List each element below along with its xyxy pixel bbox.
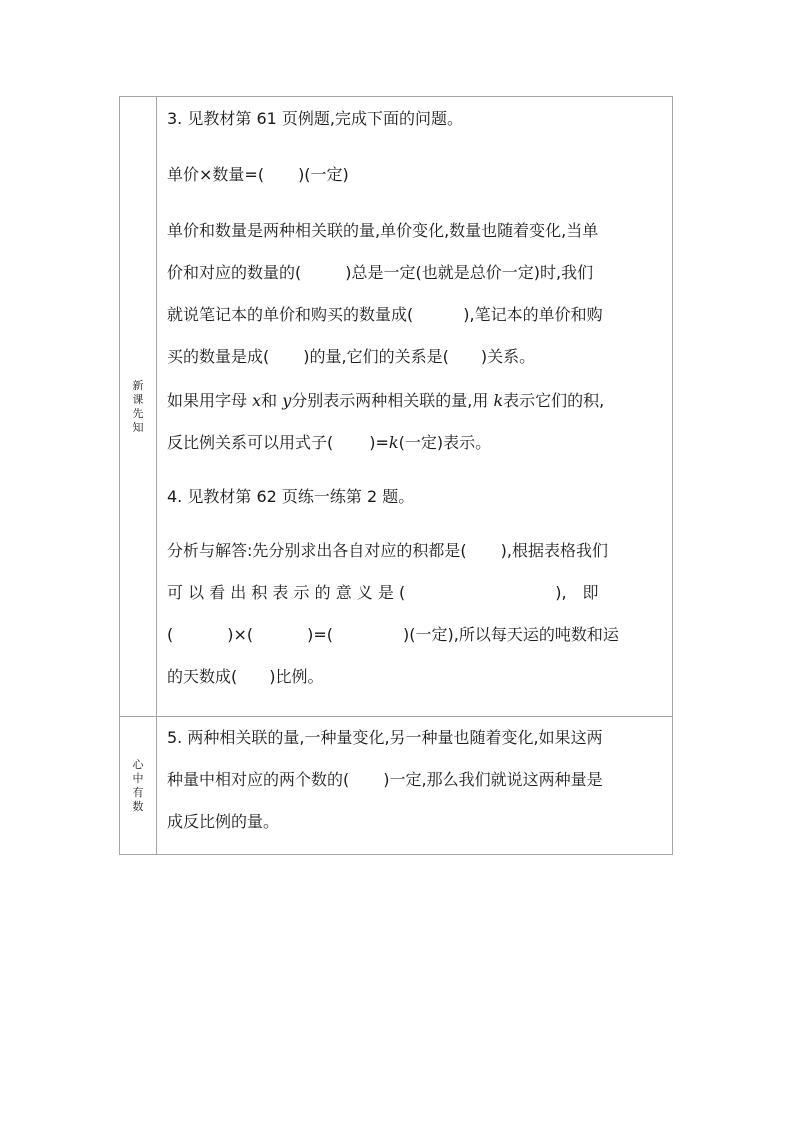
text-segment: 如果用字母	[167, 391, 253, 410]
variable-k: k	[388, 433, 399, 452]
section-label: 新课先知	[132, 378, 144, 434]
text-segment: 买的数量是成(	[167, 347, 270, 366]
worksheet-table	[119, 96, 673, 855]
paragraph-line	[167, 294, 672, 336]
text-segment: )一定,那么我们就说这两种量是	[383, 770, 603, 789]
text-segment: 价和对应的数量的(	[167, 263, 302, 282]
paragraph-line	[167, 380, 672, 422]
text-segment: )=	[369, 433, 389, 452]
text-segment: 的天数成(	[167, 667, 238, 686]
question-5-line	[167, 759, 672, 801]
text-segment: 和	[261, 391, 283, 410]
section-content	[157, 97, 673, 717]
text-segment: 种量中相对应的两个数的(	[167, 770, 350, 789]
text-segment: )=(	[307, 625, 334, 644]
answer-line	[167, 614, 672, 656]
text-segment: 分析与解答:先分别求出各自对应的积都是(	[167, 541, 467, 560]
text-segment: ),根据表格我们	[500, 541, 608, 560]
formula-line	[167, 154, 672, 196]
paragraph-line	[167, 336, 672, 378]
text-segment: 反比例关系可以用式子(	[167, 433, 334, 452]
text-segment: (一定)表示。	[398, 433, 492, 452]
text-segment: 表示它们的积,	[503, 391, 605, 410]
question-5-line: 成反比例的量。	[167, 812, 280, 831]
section-row-new-lesson	[120, 97, 673, 717]
text-segment: )(一定),所以每天运的吨数和运	[403, 625, 619, 644]
text-segment: 可 以 看 出 积 表 示 的 意 义 是 (	[167, 583, 406, 602]
text-segment: 即	[582, 583, 599, 602]
section-label-cell	[120, 717, 157, 855]
text-segment: )×(	[227, 625, 254, 644]
text-segment: 分别表示两种相关联的量,用	[291, 391, 494, 410]
text-segment: 单价×数量=(	[167, 165, 265, 184]
text-segment: ),笔记本的单价和购	[463, 305, 603, 324]
text-segment: )关系。	[480, 347, 536, 366]
variable-y: y	[282, 391, 292, 410]
variable-k: k	[493, 391, 504, 410]
question-4-title: 4. 见教材第 62 页练一练第 2 题。	[167, 487, 415, 506]
section-label-cell	[120, 97, 157, 717]
text-segment: )比例。	[269, 667, 324, 686]
question-3-title: 3. 见教材第 61 页例题,完成下面的问题。	[167, 109, 463, 128]
section-label: 心中有数	[132, 757, 144, 813]
text-segment: ),	[555, 583, 567, 602]
answer-line	[167, 572, 672, 614]
question-5-line: 5. 两种相关联的量,一种量变化,另一种量也随着变化,如果这两	[167, 728, 603, 747]
section-row-summary	[120, 717, 673, 855]
text-segment: )的量,它们的关系是(	[303, 347, 449, 366]
variable-x: x	[252, 391, 262, 410]
paragraph-line: 单价和数量是两种相关联的量,单价变化,数量也随着变化,当单	[167, 221, 599, 240]
paragraph-line	[167, 422, 672, 464]
text-segment: 就说笔记本的单价和购买的数量成(	[167, 305, 414, 324]
text-segment: )(一定)	[298, 165, 349, 184]
text-segment: (	[167, 625, 174, 644]
answer-line	[167, 530, 672, 572]
text-segment: )总是一定(也就是总价一定)时,我们	[345, 263, 594, 282]
paragraph-line	[167, 252, 672, 294]
answer-line	[167, 656, 672, 698]
section-content	[157, 717, 673, 855]
